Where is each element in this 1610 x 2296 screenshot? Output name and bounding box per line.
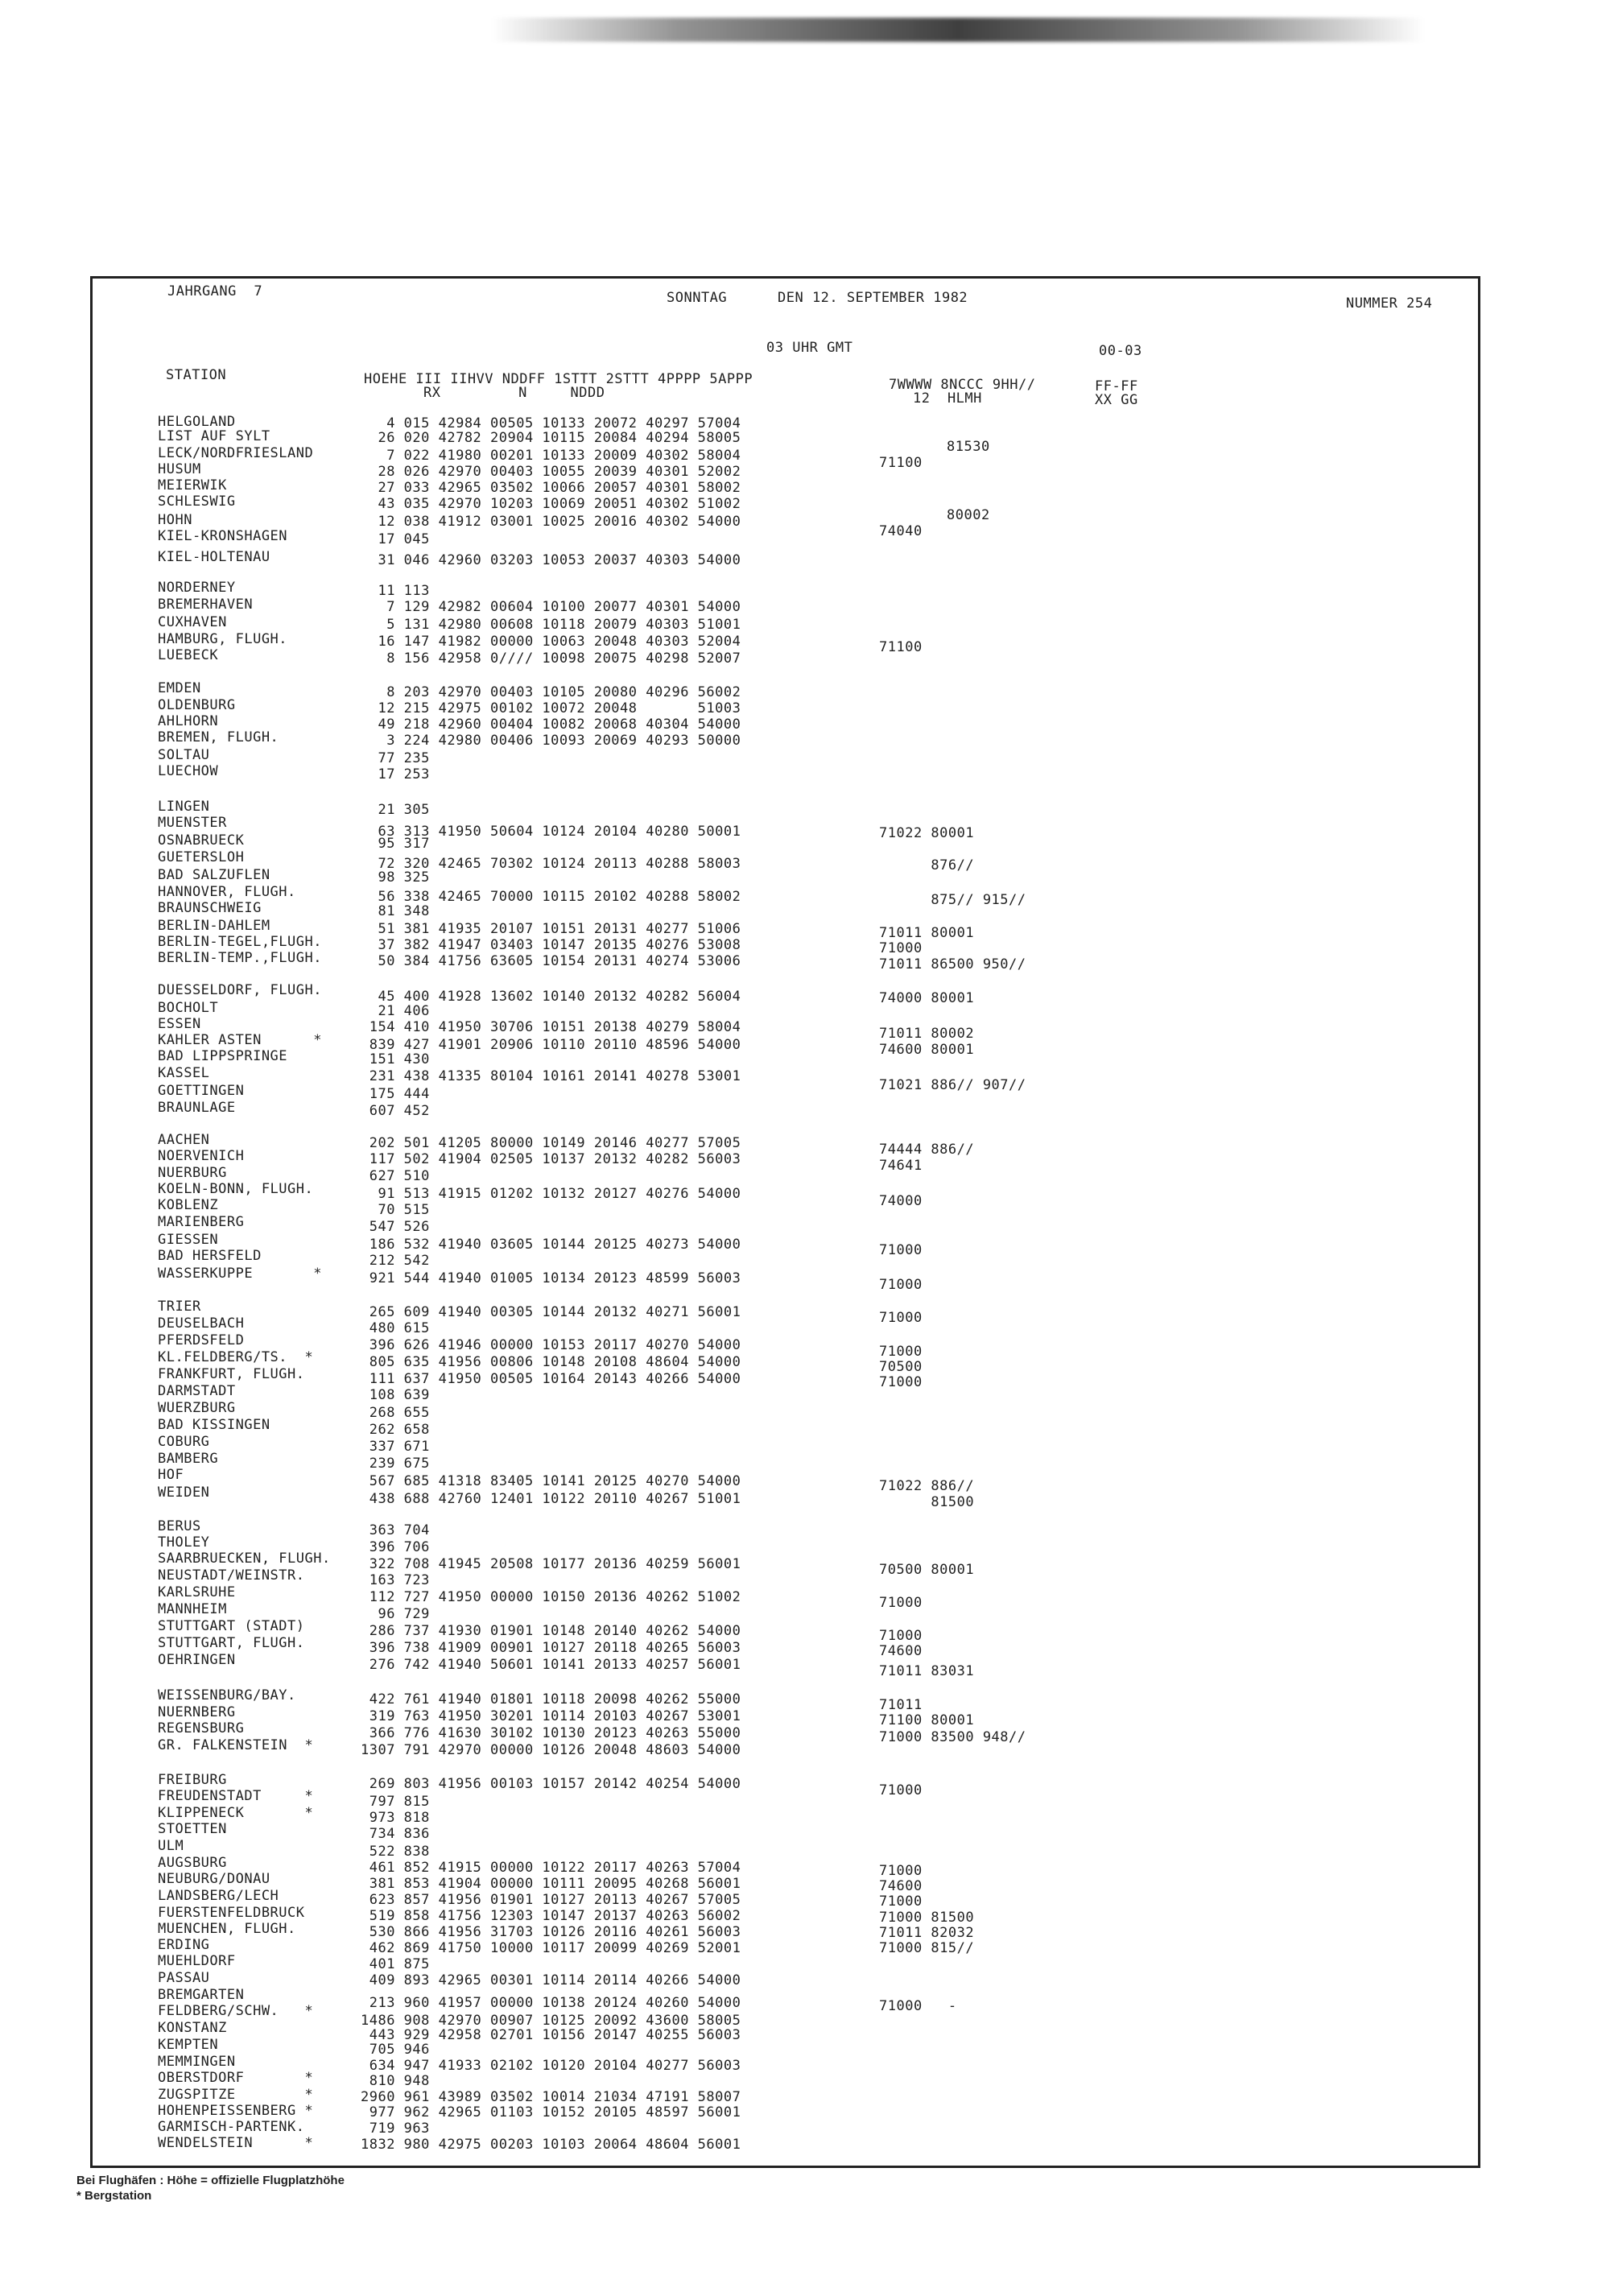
station-data: 70 515 [361,1202,430,1218]
station-name: DUESSELDORF, FLUGH. [158,982,322,998]
station-name: FUERSTENFELDBRUCK [158,1905,305,1921]
station-data: 443 929 42958 02701 10156 20147 40255 56003 [361,2027,741,2043]
station-name: OLDENBURG [158,697,236,713]
station-data: 438 688 42760 12401 10122 20110 40267 51001 [361,1491,741,1507]
station-data: 1307 791 42970 00000 10126 20048 48603 54000 [361,1742,741,1758]
station-data: 117 502 41904 02505 10137 20132 40282 56003 [361,1151,741,1167]
station-data: 213 960 41957 00000 10138 20124 40260 54000 [361,1995,741,2011]
station-data: 108 639 [361,1387,430,1403]
extra-column-header-2: 12 HLMH [913,390,982,407]
extra-data: 71000 815// [879,1940,975,1956]
station-data: 112 727 41950 00000 10150 20136 40262 51002 [361,1589,741,1605]
station-data: 705 946 [361,2042,430,2058]
station-data: 50 384 41756 63605 10154 20131 40274 53006 [361,953,741,969]
extra-data: 70500 80001 [879,1562,975,1578]
station-name: BAD HERSFELD [158,1248,262,1264]
station-name: GOETTINGEN [158,1083,245,1099]
extra-data: 70500 [879,1359,923,1375]
extra-data: 81500 [879,1494,975,1510]
extra-data: 71021 886// 907// [879,1077,1026,1093]
station-data: 634 947 41933 02102 10120 20104 40277 56003 [361,2058,741,2074]
station-name: MUENSTER [158,815,227,831]
station-name: STUTTGART, FLUGH. [158,1635,305,1651]
extra-data: 71000 [879,1893,923,1910]
station-name: PFERDSFELD [158,1332,245,1348]
extra-data: 71000 [879,1374,923,1390]
station-data: 91 513 41915 01202 10132 20127 40276 54000 [361,1186,741,1202]
station-name: EMDEN [158,680,201,696]
station-data: 719 963 [361,2120,430,2137]
station-name: NORDERNEY [158,580,236,596]
station-data: 45 400 41928 13602 10140 20132 40282 56004 [361,989,741,1005]
station-name: KASSEL [158,1065,210,1081]
extra-data: 875// 915// [879,892,1026,908]
issue-number: NUMMER 254 [1346,295,1433,312]
station-data: 276 742 41940 50601 10141 20133 40257 56001 [361,1657,741,1673]
station-name: BERLIN-TEGEL,FLUGH. [158,934,322,950]
station-data: 5 131 42980 00608 10118 20079 40303 51001 [361,617,741,633]
station-name: REGENSBURG [158,1720,245,1736]
station-data: 530 866 41956 31703 10126 20116 40261 56003 [361,1924,741,1940]
station-name: DEUSELBACH [158,1315,245,1332]
station-data: 363 704 [361,1522,430,1538]
station-data: 27 033 42965 03502 10066 20057 40301 58002 [361,480,741,496]
station-data: 286 737 41930 01901 10148 20140 40262 54000 [361,1623,741,1639]
ff-column-header-2: XX GG [1095,392,1138,408]
station-name: THOLEY [158,1534,210,1551]
extra-data: 71000 [879,1242,923,1258]
station-name: KAHLER ASTEN * [158,1032,322,1048]
station-name: BERLIN-DAHLEM [158,918,270,934]
extra-data: 71100 80001 [879,1712,975,1728]
extra-data: 71000 [879,1310,923,1326]
scan-noise-strip [491,18,1425,42]
station-data: 37 382 41947 03403 10147 20135 40276 53008 [361,937,741,953]
station-data: 8 156 42958 0//// 10098 20075 40298 52007 [361,650,741,667]
extra-data: 71000 [879,1277,923,1293]
extra-data: 71022 80001 [879,825,975,841]
station-data: 77 235 [361,750,430,766]
station-data: 7 022 41980 00201 10133 20009 40302 58004 [361,448,741,464]
station-data: 401 875 [361,1956,430,1972]
station-name: NEUBURG/DONAU [158,1871,270,1887]
station-data: 396 738 41909 00901 10127 20118 40265 56003 [361,1640,741,1656]
station-data: 8 203 42970 00403 10105 20080 40296 56002 [361,684,741,700]
station-data: 21 305 [361,802,430,818]
station-name: SCHLESWIG [158,493,236,510]
station-name: HOHN [158,512,192,528]
station-name: SAARBRUECKEN, FLUGH. [158,1551,331,1567]
station-name: OEHRINGEN [158,1652,236,1668]
station-data: 462 869 41750 10000 10117 20099 40269 52001 [361,1940,741,1956]
station-name: NEUSTADT/WEINSTR. [158,1567,305,1584]
date-label: DEN 12. SEPTEMBER 1982 [778,290,968,306]
station-name: BREMEN, FLUGH. [158,729,279,745]
extra-data: 71000 81500 [879,1910,975,1926]
station-data: 12 215 42975 00102 10072 20048 51003 [361,700,741,716]
station-data: 63 313 41950 50604 10124 20104 40280 50001 [361,824,741,840]
station-name: BREMGARTEN [158,1987,245,2003]
extra-data: 74000 80001 [879,990,975,1006]
station-name: FREIBURG [158,1772,227,1788]
station-data: 43 035 42970 10203 10069 20051 40302 51002 [361,496,741,512]
station-data: 7 129 42982 00604 10100 20077 40301 54000 [361,599,741,615]
station-data: 567 685 41318 83405 10141 20125 40270 54000 [361,1473,741,1489]
extra-data: 71100 [879,455,923,471]
footnote-mountain-station: * Bergstation [76,2189,152,2203]
extra-data: 71000 [879,940,923,956]
station-name: ULM [158,1838,184,1854]
station-name: STUTTGART (STADT) [158,1618,305,1634]
weekday-label: SONNTAG [667,290,728,306]
extra-data: 71000 [879,1628,923,1644]
extra-column-header-1: 7WWWW 8NCCC 9HH// [889,377,1036,393]
extra-data: 74000 [879,1193,923,1209]
station-data: 262 658 [361,1422,430,1438]
extra-data: 71022 886// [879,1478,975,1494]
station-name: WENDELSTEIN * [158,2135,314,2151]
station-data: 319 763 41950 30201 10114 20103 40267 53001 [361,1708,741,1724]
station-name: ZUGSPITZE * [158,2087,314,2103]
station-data: 49 218 42960 00404 10082 20068 40304 54000 [361,716,741,733]
station-name: GR. FALKENSTEIN * [158,1737,314,1753]
extra-data: 71011 86500 950// [879,956,1026,972]
extra-data: 71011 [879,1697,923,1713]
volume-label: JAHRGANG 7 [167,283,263,299]
extra-data: 71000 83500 948// [879,1729,1026,1745]
station-data: 627 510 [361,1168,430,1184]
station-data: 480 615 [361,1320,430,1336]
station-name: MUEHLDORF [158,1953,236,1969]
station-data: 921 544 41940 01005 10134 20123 48599 56003 [361,1270,741,1286]
extra-data: 74641 [879,1158,923,1174]
station-data: 461 852 41915 00000 10122 20117 40263 57004 [361,1860,741,1876]
station-data: 797 815 [361,1794,430,1810]
station-name: GUETERSLOH [158,849,245,865]
station-name: BAD KISSINGEN [158,1417,270,1433]
extra-data: 71000 - [879,1998,957,2014]
station-name: HOF [158,1467,184,1483]
station-data: 3 224 42980 00406 10093 20069 40293 50000 [361,733,741,749]
station-name: MANNHEIM [158,1601,227,1617]
time-range: 00-03 [1099,343,1142,359]
extra-data: 876// [879,857,975,873]
extra-data: 71011 80001 [879,925,975,941]
station-name: MARIENBERG [158,1214,245,1230]
station-name: NOERVENICH [158,1148,245,1164]
station-name: HELGOLAND [158,414,236,430]
extra-data: 71000 [879,1863,923,1879]
station-name: KOELN-BONN, FLUGH. [158,1181,314,1197]
station-name: KOBLENZ [158,1197,219,1213]
station-name: WEIDEN [158,1485,210,1501]
station-name: BERLIN-TEMP.,FLUGH. [158,950,322,966]
station-name: HANNOVER, FLUGH. [158,884,296,900]
extra-data: 71011 83031 [879,1663,975,1679]
station-data: 269 803 41956 00103 10157 20142 40254 54000 [361,1776,741,1792]
station-name: TRIER [158,1299,201,1315]
station-name: KARLSRUHE [158,1584,236,1600]
station-data: 95 317 [361,836,430,852]
station-name: MUENCHEN, FLUGH. [158,1921,296,1937]
station-data: 239 675 [361,1456,430,1472]
main-column-header-2: RX N NDDD [423,385,605,401]
station-data: 337 671 [361,1439,430,1455]
station-name: KONSTANZ [158,2020,227,2036]
station-data: 11 113 [361,583,430,599]
station-data: 381 853 41904 00000 10111 20095 40268 56001 [361,1876,741,1892]
station-data: 409 893 42965 00301 10114 20114 40266 54000 [361,1972,741,1988]
station-data: 17 045 [361,531,430,547]
station-name: SOLTAU [158,747,210,763]
station-data: 322 708 41945 20508 10177 20136 40259 56001 [361,1556,741,1572]
station-name: FREUDENSTADT * [158,1788,314,1804]
station-name: LIST AUF SYLT [158,428,270,444]
station-name: BAD SALZUFLEN [158,867,270,883]
station-name: AHLHORN [158,713,219,729]
station-data: 607 452 [361,1103,430,1119]
extra-data: 71100 [879,639,923,655]
station-data: 72 320 42465 70302 10124 20113 40288 58003 [361,856,741,872]
station-data: 231 438 41335 80104 10161 20141 40278 53001 [361,1068,741,1084]
station-name: FELDBERG/SCHW. * [158,2003,314,2019]
station-name: LINGEN [158,799,210,815]
extra-data: 71000 [879,1595,923,1611]
station-data: 96 729 [361,1606,430,1622]
station-name: PASSAU [158,1970,210,1986]
station-data: 805 635 41956 00806 10148 20108 48604 54000 [361,1354,741,1370]
station-data: 151 430 [361,1051,430,1067]
station-data: 1832 980 42975 00203 10103 20064 48604 56001 [361,2137,741,2153]
station-name: KL.FELDBERG/TS. * [158,1349,314,1365]
station-data: 973 818 [361,1810,430,1826]
station-name: COBURG [158,1434,210,1450]
station-data: 519 858 41756 12303 10147 20137 40263 56002 [361,1908,741,1924]
station-name: ESSEN [158,1016,201,1032]
station-data: 4 015 42984 00505 10133 20072 40297 57004 [361,415,741,432]
station-name: ERDING [158,1937,210,1953]
station-name: WEISSENBURG/BAY. [158,1687,296,1703]
station-name: GARMISCH-PARTENK. [158,2119,305,2135]
station-data: 396 626 41946 00000 10153 20117 40270 54000 [361,1337,741,1353]
station-data: 21 406 [361,1003,430,1019]
station-name: CUXHAVEN [158,614,227,630]
station-data: 547 526 [361,1219,430,1235]
station-name: HAMBURG, FLUGH. [158,631,288,647]
station-name: BREMERHAVEN [158,597,254,613]
station-data: 977 962 42965 01103 10152 20105 48597 56001 [361,2104,741,2120]
station-name: LUECHOW [158,763,219,779]
station-name: BAD LIPPSPRINGE [158,1048,288,1064]
station-data: 810 948 [361,2073,430,2089]
station-data: 154 410 41950 30706 10151 20138 40279 58004 [361,1019,741,1035]
station-column-header: STATION [166,367,227,383]
station-name: LECK/NORDFRIESLAND [158,445,314,461]
station-data: 186 532 41940 03605 10144 20125 40273 54000 [361,1237,741,1253]
station-data: 28 026 42970 00403 10055 20039 40301 52002 [361,464,741,480]
station-data: 522 838 [361,1844,430,1860]
station-data: 734 836 [361,1826,430,1842]
station-name: GIESSEN [158,1232,219,1248]
station-data: 396 706 [361,1539,430,1555]
station-name: NUERBURG [158,1165,227,1181]
extra-data: 71000 [879,1344,923,1360]
station-data: 16 147 41982 00000 10063 20048 40303 52004 [361,634,741,650]
station-data: 366 776 41630 30102 10130 20123 40263 55000 [361,1725,741,1741]
ff-column-header-1: FF-FF [1095,378,1138,394]
station-data: 17 253 [361,766,430,783]
station-name: KIEL-HOLTENAU [158,549,270,565]
station-name: NUERNBERG [158,1704,236,1720]
station-name: BRAUNLAGE [158,1100,236,1116]
station-name: OSNABRUECK [158,832,245,849]
station-name: WUERZBURG [158,1400,236,1416]
station-data: 839 427 41901 20906 10110 20110 48596 54000 [361,1037,741,1053]
station-name: BAMBERG [158,1451,219,1467]
station-name: BERUS [158,1518,201,1534]
station-name: OBERSTDORF * [158,2070,314,2086]
station-data: 163 723 [361,1572,430,1588]
station-name: STOETTEN [158,1821,227,1837]
station-data: 175 444 [361,1086,430,1102]
station-name: KEMPTEN [158,2037,219,2053]
station-data: 98 325 [361,869,430,886]
station-data: 111 637 41950 00505 10164 20143 40266 54000 [361,1371,741,1387]
station-data: 2960 961 43989 03502 10014 21034 47191 58007 [361,2089,741,2105]
station-name: BRAUNSCHWEIG [158,900,262,916]
station-name: FRANKFURT, FLUGH. [158,1366,305,1382]
station-name: KLIPPENECK * [158,1805,314,1821]
observation-time: 03 UHR GMT [766,340,853,356]
station-name: BOCHOLT [158,1000,219,1016]
station-data: 56 338 42465 70000 10115 20102 40288 58002 [361,889,741,905]
station-name: LANDSBERG/LECH [158,1888,279,1904]
extra-data: 74600 [879,1878,923,1894]
extra-data: 71011 82032 [879,1925,975,1941]
footnote-airport-height: Bei Flughäfen : Höhe = offizielle Flugplatzhöhe [76,2174,345,2187]
station-name: HUSUM [158,461,201,477]
station-name: MEMMINGEN [158,2054,236,2070]
station-data: 12 038 41912 03001 10025 20016 40302 54000 [361,514,741,530]
station-data: 202 501 41205 80000 10149 20146 40277 57005 [361,1135,741,1151]
report-frame [90,276,1480,2168]
station-data: 265 609 41940 00305 10144 20132 40271 56001 [361,1304,741,1320]
station-name: KIEL-KRONSHAGEN [158,528,288,544]
station-data: 51 381 41935 20107 10151 20131 40277 51006 [361,921,741,937]
station-data: 623 857 41956 01901 10127 20113 40267 57005 [361,1892,741,1908]
station-name: DARMSTADT [158,1383,236,1399]
station-data: 31 046 42960 03203 10053 20037 40303 54000 [361,552,741,568]
station-data: 212 542 [361,1253,430,1269]
extra-data: 74040 [879,523,923,539]
extra-data: 71011 80002 [879,1026,975,1042]
station-data: 422 761 41940 01801 10118 20098 40262 55000 [361,1691,741,1708]
station-name: AACHEN [158,1132,210,1148]
station-name: AUGSBURG [158,1855,227,1871]
extra-data: 74444 886// [879,1142,975,1158]
station-data: 26 020 42782 20904 10115 20084 40294 58005 [361,430,741,446]
station-data: 1486 908 42970 00907 10125 20092 43600 58005 [361,2013,741,2029]
extra-data: 74600 80001 [879,1042,975,1058]
extra-data: 71000 [879,1782,923,1798]
station-data: 81 348 [361,903,430,919]
extra-data: 74600 [879,1643,923,1659]
station-name: MEIERWIK [158,477,227,493]
station-name: HOHENPEISSENBERG * [158,2103,314,2119]
main-column-header-1: HOEHE III IIHVV NDDFF 1STTT 2STTT 4PPPP 5APPP [364,371,753,387]
station-data: 268 655 [361,1405,430,1421]
station-name: LUEBECK [158,647,219,663]
station-name: WASSERKUPPE * [158,1266,322,1282]
